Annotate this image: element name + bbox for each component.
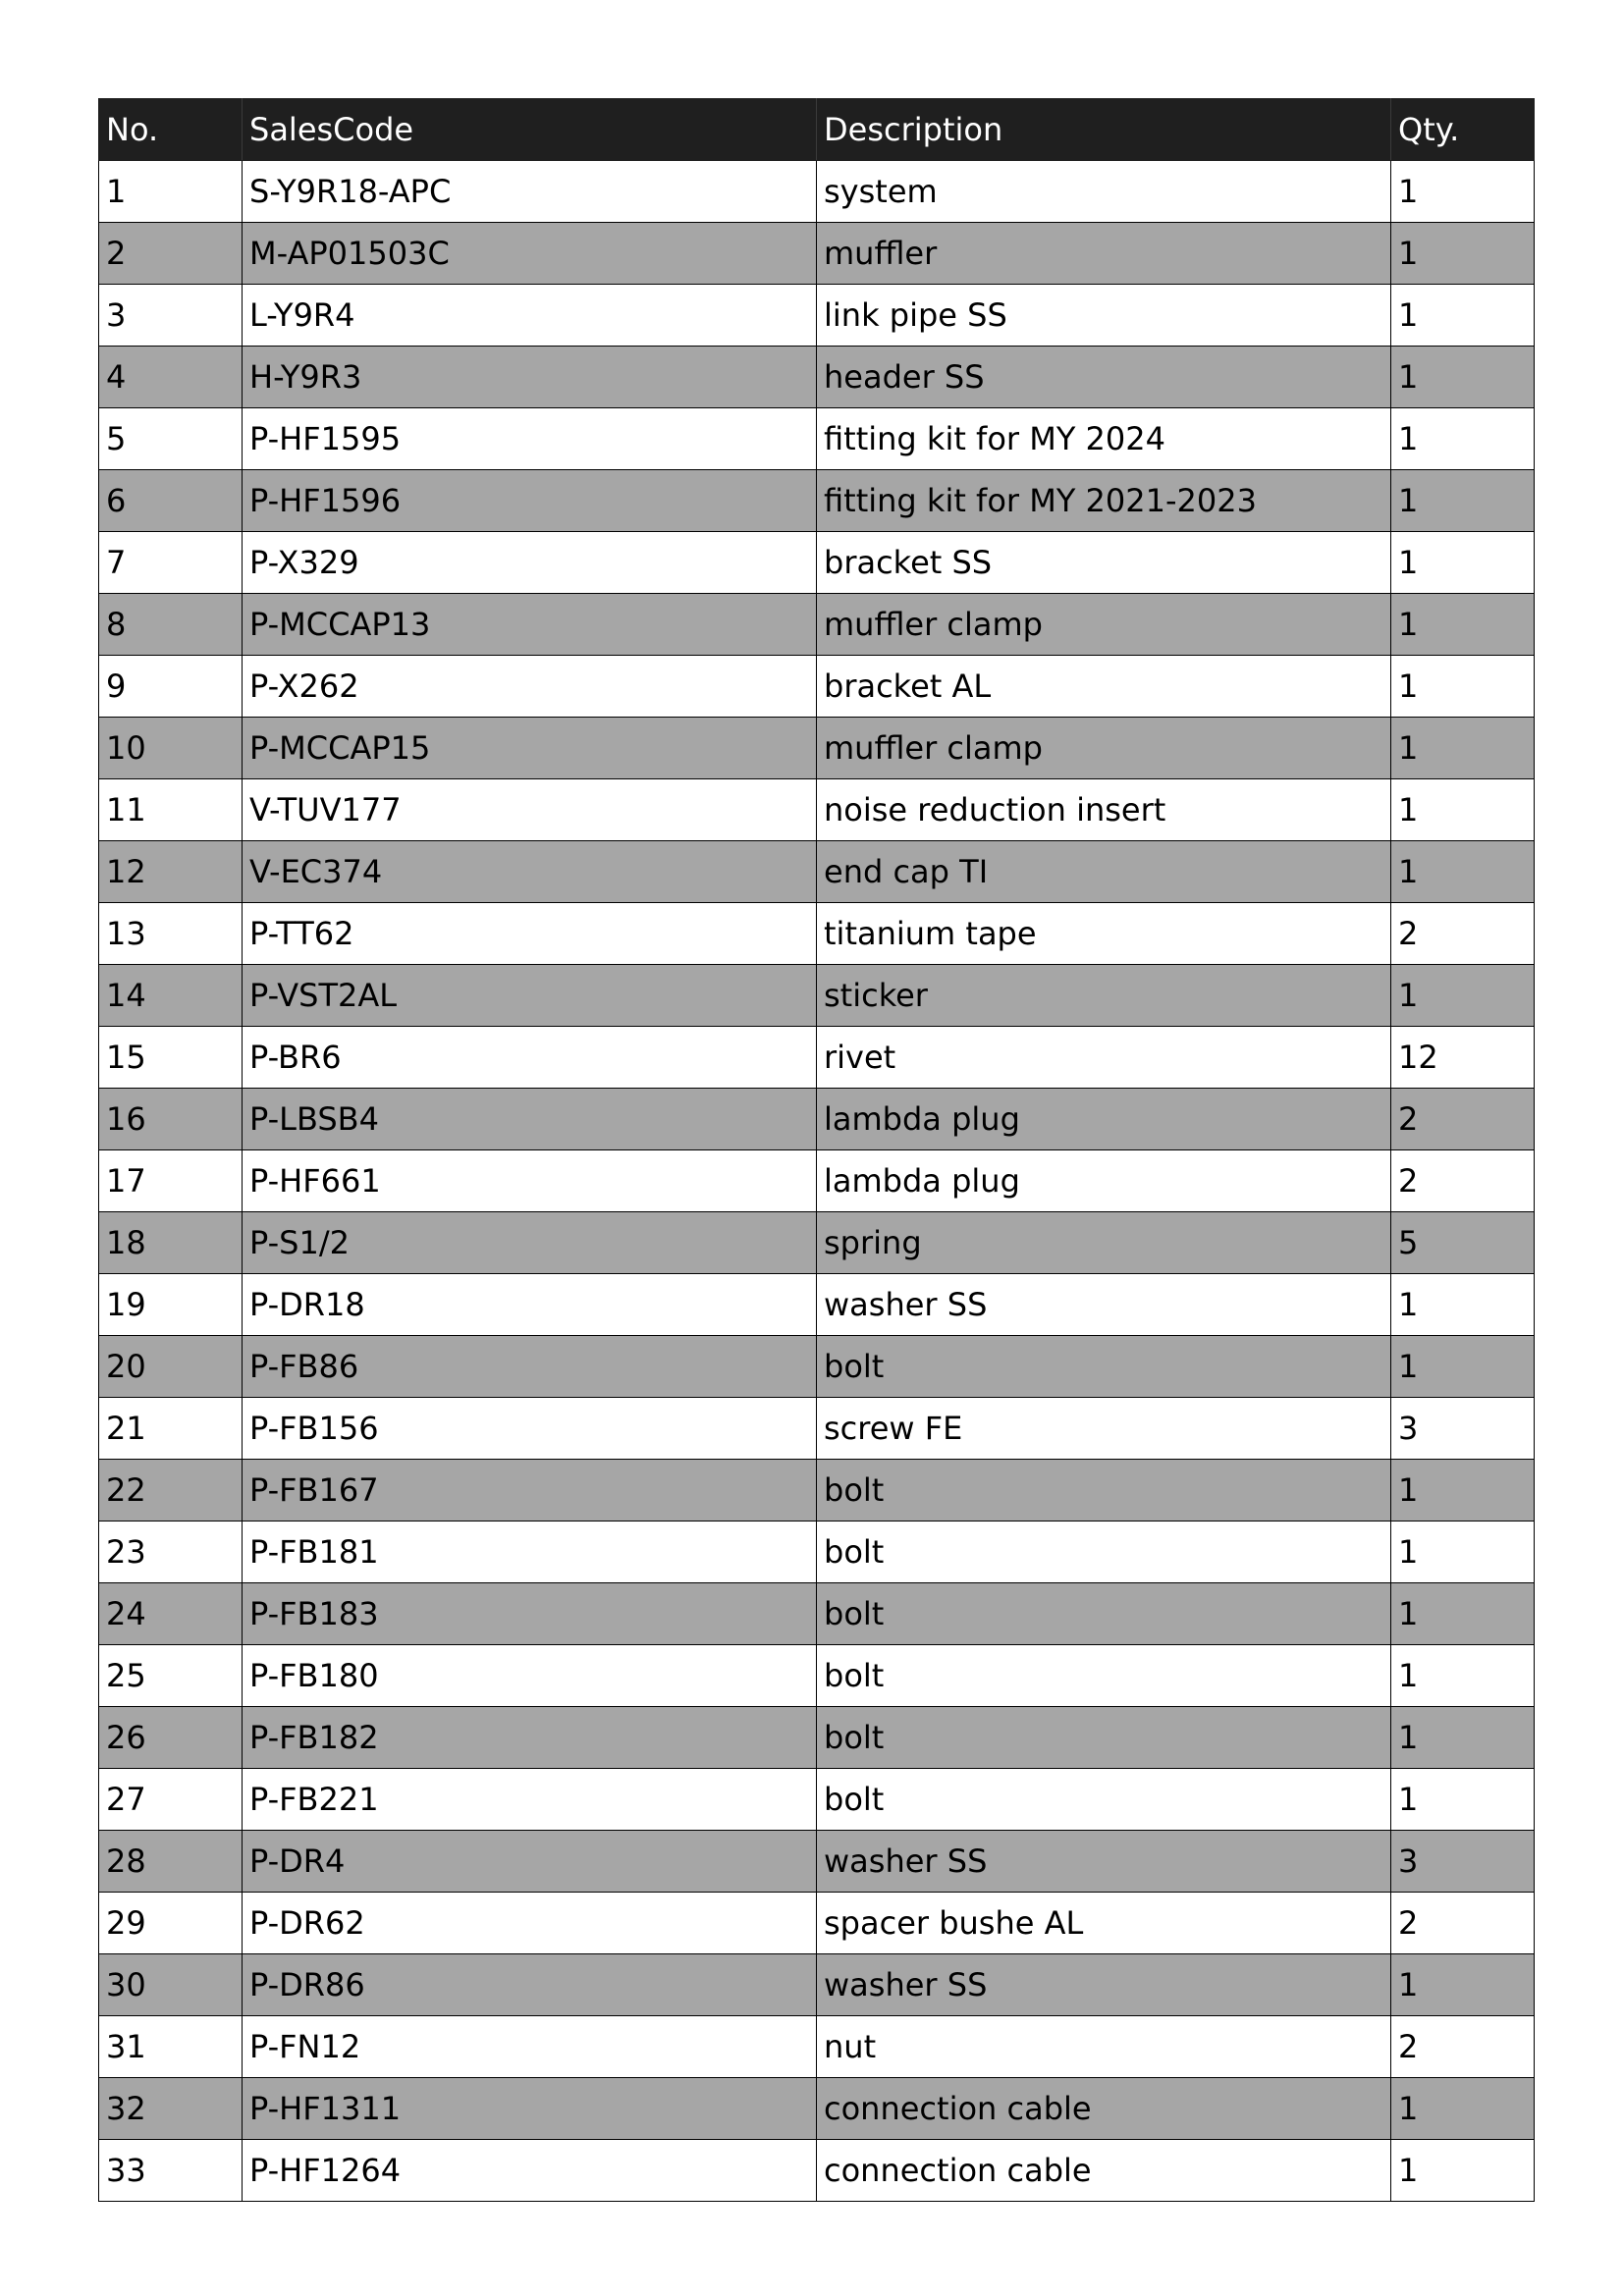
cell-description: bolt xyxy=(817,1769,1391,1831)
cell-no: 7 xyxy=(99,532,243,594)
cell-sales-code: P-FN12 xyxy=(243,2016,817,2078)
cell-qty: 1 xyxy=(1391,965,1535,1027)
table-row xyxy=(99,1583,1535,1645)
cell-no: 32 xyxy=(99,2078,243,2140)
cell-description: washer SS xyxy=(817,1954,1391,2016)
cell-qty: 1 xyxy=(1391,1336,1535,1398)
cell-sales-code: P-HF661 xyxy=(243,1150,817,1212)
cell-description: connection cable xyxy=(817,2078,1391,2140)
cell-qty: 1 xyxy=(1391,1522,1535,1583)
table-row xyxy=(99,347,1535,408)
cell-no: 22 xyxy=(99,1460,243,1522)
cell-description: fitting kit for MY 2024 xyxy=(817,408,1391,470)
cell-description: sticker xyxy=(817,965,1391,1027)
cell-no: 20 xyxy=(99,1336,243,1398)
cell-qty: 1 xyxy=(1391,841,1535,903)
cell-description: noise reduction insert xyxy=(817,779,1391,841)
cell-qty: 1 xyxy=(1391,1645,1535,1707)
cell-no: 1 xyxy=(99,161,243,223)
cell-no: 18 xyxy=(99,1212,243,1274)
cell-no: 4 xyxy=(99,347,243,408)
cell-description: fitting kit for MY 2021-2023 xyxy=(817,470,1391,532)
cell-qty: 1 xyxy=(1391,1460,1535,1522)
cell-description: nut xyxy=(817,2016,1391,2078)
cell-qty: 2 xyxy=(1391,2016,1535,2078)
cell-sales-code: P-FB156 xyxy=(243,1398,817,1460)
cell-description: end cap TI xyxy=(817,841,1391,903)
cell-no: 24 xyxy=(99,1583,243,1645)
cell-sales-code: P-LBSB4 xyxy=(243,1089,817,1150)
cell-no: 16 xyxy=(99,1089,243,1150)
table-row xyxy=(99,965,1535,1027)
cell-qty: 1 xyxy=(1391,1954,1535,2016)
cell-qty: 2 xyxy=(1391,1089,1535,1150)
cell-description: bolt xyxy=(817,1707,1391,1769)
cell-sales-code: P-X329 xyxy=(243,532,817,594)
cell-no: 9 xyxy=(99,656,243,718)
table-row xyxy=(99,223,1535,285)
cell-no: 29 xyxy=(99,1893,243,1954)
table-row xyxy=(99,285,1535,347)
table-row xyxy=(99,594,1535,656)
table-row xyxy=(99,718,1535,779)
cell-qty: 2 xyxy=(1391,1150,1535,1212)
header-row xyxy=(99,99,1535,161)
table-row xyxy=(99,2016,1535,2078)
cell-description: muffler clamp xyxy=(817,594,1391,656)
table-row xyxy=(99,1398,1535,1460)
cell-no: 26 xyxy=(99,1707,243,1769)
cell-qty: 12 xyxy=(1391,1027,1535,1089)
cell-sales-code: P-FB182 xyxy=(243,1707,817,1769)
table-row xyxy=(99,1522,1535,1583)
table-row xyxy=(99,408,1535,470)
cell-sales-code: V-TUV177 xyxy=(243,779,817,841)
table-row xyxy=(99,841,1535,903)
cell-no: 2 xyxy=(99,223,243,285)
cell-qty: 1 xyxy=(1391,408,1535,470)
table-row xyxy=(99,903,1535,965)
cell-qty: 2 xyxy=(1391,903,1535,965)
column-header-description: Description xyxy=(817,99,1391,161)
cell-qty: 1 xyxy=(1391,656,1535,718)
column-header-no: No. xyxy=(99,99,243,161)
table-row xyxy=(99,1645,1535,1707)
cell-no: 27 xyxy=(99,1769,243,1831)
cell-sales-code: P-FB181 xyxy=(243,1522,817,1583)
cell-no: 19 xyxy=(99,1274,243,1336)
cell-no: 23 xyxy=(99,1522,243,1583)
cell-qty: 1 xyxy=(1391,1583,1535,1645)
cell-description: bolt xyxy=(817,1460,1391,1522)
cell-no: 5 xyxy=(99,408,243,470)
cell-sales-code: P-FB221 xyxy=(243,1769,817,1831)
cell-qty: 2 xyxy=(1391,1893,1535,1954)
cell-description: washer SS xyxy=(817,1831,1391,1893)
cell-sales-code: M-AP01503C xyxy=(243,223,817,285)
cell-no: 8 xyxy=(99,594,243,656)
cell-no: 31 xyxy=(99,2016,243,2078)
cell-no: 12 xyxy=(99,841,243,903)
cell-qty: 1 xyxy=(1391,1769,1535,1831)
cell-qty: 1 xyxy=(1391,1274,1535,1336)
table-row xyxy=(99,1707,1535,1769)
cell-description: bracket AL xyxy=(817,656,1391,718)
cell-description: bracket SS xyxy=(817,532,1391,594)
cell-sales-code: L-Y9R4 xyxy=(243,285,817,347)
cell-qty: 1 xyxy=(1391,2140,1535,2202)
table-row xyxy=(99,2078,1535,2140)
cell-sales-code: P-TT62 xyxy=(243,903,817,965)
cell-sales-code: P-HF1311 xyxy=(243,2078,817,2140)
table-row xyxy=(99,656,1535,718)
cell-sales-code: P-X262 xyxy=(243,656,817,718)
column-header-sales-code: SalesCode xyxy=(243,99,817,161)
cell-no: 33 xyxy=(99,2140,243,2202)
cell-description: screw FE xyxy=(817,1398,1391,1460)
cell-qty: 1 xyxy=(1391,718,1535,779)
cell-qty: 1 xyxy=(1391,161,1535,223)
cell-sales-code: P-FB86 xyxy=(243,1336,817,1398)
cell-no: 13 xyxy=(99,903,243,965)
cell-no: 17 xyxy=(99,1150,243,1212)
table-row xyxy=(99,779,1535,841)
cell-sales-code: V-EC374 xyxy=(243,841,817,903)
cell-no: 11 xyxy=(99,779,243,841)
cell-sales-code: P-MCCAP13 xyxy=(243,594,817,656)
cell-qty: 1 xyxy=(1391,1707,1535,1769)
cell-description: system xyxy=(817,161,1391,223)
table-row xyxy=(99,2140,1535,2202)
cell-description: bolt xyxy=(817,1336,1391,1398)
cell-sales-code: P-MCCAP15 xyxy=(243,718,817,779)
table-row xyxy=(99,1460,1535,1522)
cell-sales-code: P-DR86 xyxy=(243,1954,817,2016)
cell-description: spacer bushe AL xyxy=(817,1893,1391,1954)
cell-description: bolt xyxy=(817,1522,1391,1583)
table-row xyxy=(99,1212,1535,1274)
table-row xyxy=(99,1893,1535,1954)
cell-description: muffler xyxy=(817,223,1391,285)
table-row xyxy=(99,1954,1535,2016)
table-row xyxy=(99,1089,1535,1150)
cell-sales-code: P-FB167 xyxy=(243,1460,817,1522)
cell-no: 3 xyxy=(99,285,243,347)
cell-sales-code: P-DR62 xyxy=(243,1893,817,1954)
cell-qty: 1 xyxy=(1391,223,1535,285)
cell-description: washer SS xyxy=(817,1274,1391,1336)
cell-sales-code: P-DR4 xyxy=(243,1831,817,1893)
cell-description: lambda plug xyxy=(817,1089,1391,1150)
cell-no: 14 xyxy=(99,965,243,1027)
table-row xyxy=(99,1769,1535,1831)
cell-no: 10 xyxy=(99,718,243,779)
table-row xyxy=(99,161,1535,223)
parts-list-table xyxy=(98,98,1535,2202)
cell-qty: 1 xyxy=(1391,594,1535,656)
cell-description: spring xyxy=(817,1212,1391,1274)
table-row xyxy=(99,1831,1535,1893)
table-row xyxy=(99,1336,1535,1398)
table-row xyxy=(99,1027,1535,1089)
cell-qty: 1 xyxy=(1391,347,1535,408)
cell-description: connection cable xyxy=(817,2140,1391,2202)
cell-sales-code: S-Y9R18-APC xyxy=(243,161,817,223)
cell-sales-code: P-HF1264 xyxy=(243,2140,817,2202)
cell-description: muffler clamp xyxy=(817,718,1391,779)
cell-qty: 3 xyxy=(1391,1831,1535,1893)
cell-sales-code: P-HF1595 xyxy=(243,408,817,470)
cell-sales-code: P-FB183 xyxy=(243,1583,817,1645)
cell-no: 25 xyxy=(99,1645,243,1707)
cell-description: link pipe SS xyxy=(817,285,1391,347)
cell-no: 6 xyxy=(99,470,243,532)
column-header-qty: Qty. xyxy=(1391,99,1535,161)
table-row xyxy=(99,532,1535,594)
cell-qty: 1 xyxy=(1391,532,1535,594)
table-row xyxy=(99,1150,1535,1212)
cell-no: 30 xyxy=(99,1954,243,2016)
cell-qty: 1 xyxy=(1391,779,1535,841)
cell-qty: 3 xyxy=(1391,1398,1535,1460)
cell-sales-code: P-HF1596 xyxy=(243,470,817,532)
cell-sales-code: P-DR18 xyxy=(243,1274,817,1336)
cell-no: 15 xyxy=(99,1027,243,1089)
cell-qty: 1 xyxy=(1391,2078,1535,2140)
cell-sales-code: P-BR6 xyxy=(243,1027,817,1089)
cell-sales-code: P-FB180 xyxy=(243,1645,817,1707)
cell-no: 28 xyxy=(99,1831,243,1893)
table-row xyxy=(99,1274,1535,1336)
table-header xyxy=(99,99,1535,161)
cell-qty: 1 xyxy=(1391,285,1535,347)
table-body xyxy=(99,161,1535,2202)
cell-sales-code: P-VST2AL xyxy=(243,965,817,1027)
cell-description: header SS xyxy=(817,347,1391,408)
cell-description: titanium tape xyxy=(817,903,1391,965)
cell-description: rivet xyxy=(817,1027,1391,1089)
cell-description: bolt xyxy=(817,1645,1391,1707)
cell-no: 21 xyxy=(99,1398,243,1460)
table-row xyxy=(99,470,1535,532)
cell-qty: 1 xyxy=(1391,470,1535,532)
cell-qty: 5 xyxy=(1391,1212,1535,1274)
cell-sales-code: H-Y9R3 xyxy=(243,347,817,408)
cell-sales-code: P-S1/2 xyxy=(243,1212,817,1274)
cell-description: bolt xyxy=(817,1583,1391,1645)
cell-description: lambda plug xyxy=(817,1150,1391,1212)
